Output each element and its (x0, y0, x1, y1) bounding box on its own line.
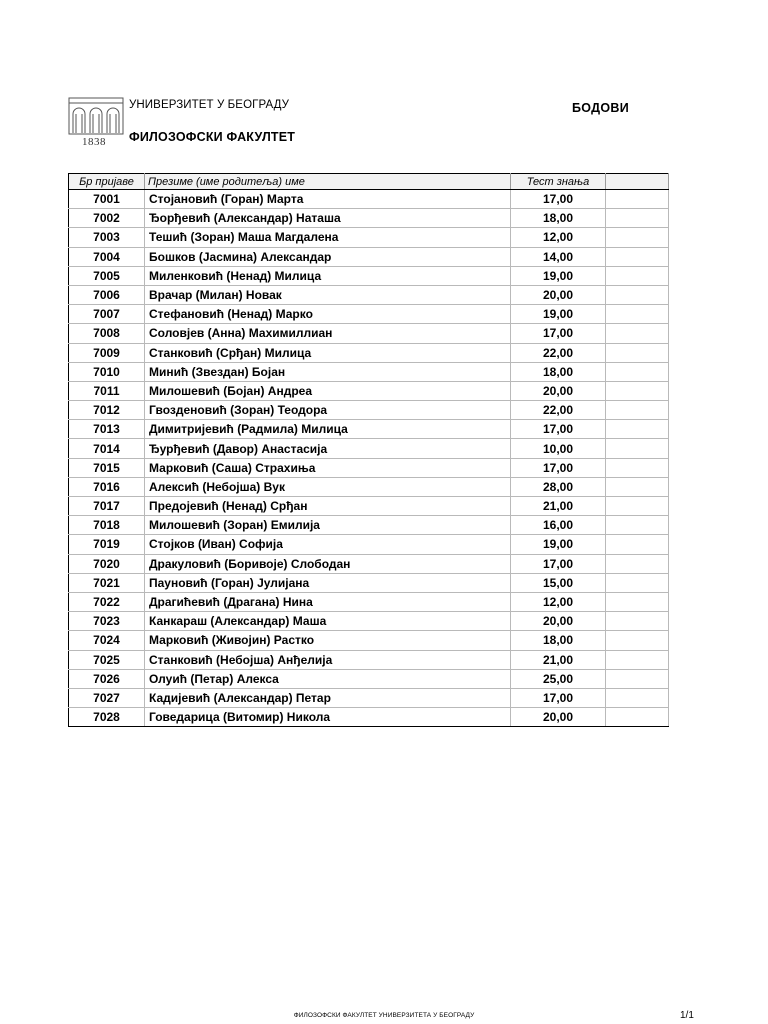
cell-test-score: 17,00 (511, 458, 606, 477)
cell-student-name: Кадијевић (Александар) Петар (145, 688, 511, 707)
cell-cutoff (606, 477, 669, 496)
cell-cutoff (606, 708, 669, 727)
cell-application-number: 7025 (69, 650, 145, 669)
cell-cutoff (606, 573, 669, 592)
cell-application-number: 7020 (69, 554, 145, 573)
table-row (69, 458, 669, 477)
table-row (69, 362, 669, 381)
column-header-name: Презиме (име родитеља) име (145, 174, 511, 190)
cell-test-score: 18,00 (511, 209, 606, 228)
cell-test-score: 19,00 (511, 266, 606, 285)
cell-student-name: Ђорђевић (Александар) Наташа (145, 209, 511, 228)
cell-test-score: 28,00 (511, 477, 606, 496)
cell-cutoff (606, 669, 669, 688)
cell-cutoff (606, 458, 669, 477)
table-row (69, 688, 669, 707)
cell-student-name: Алексић (Небојша) Вук (145, 477, 511, 496)
cell-student-name: Врачар (Милан) Новак (145, 285, 511, 304)
table-row (69, 612, 669, 631)
cell-application-number: 7015 (69, 458, 145, 477)
cell-cutoff (606, 631, 669, 650)
table-body (69, 190, 669, 727)
cell-application-number: 7009 (69, 343, 145, 362)
table-row (69, 266, 669, 285)
cell-application-number: 7022 (69, 592, 145, 611)
table-row (69, 497, 669, 516)
table-row (69, 477, 669, 496)
column-header-score: Тест знања (511, 174, 606, 190)
table-row (69, 420, 669, 439)
university-name: УНИВЕРЗИТЕТ У БЕОГРАДУ (129, 99, 290, 111)
table-row (69, 669, 669, 688)
cell-test-score: 17,00 (511, 688, 606, 707)
cell-cutoff (606, 420, 669, 439)
cell-application-number: 7026 (69, 669, 145, 688)
cell-application-number: 7013 (69, 420, 145, 439)
cell-student-name: Ђурђевић (Давор) Анастасија (145, 439, 511, 458)
cell-student-name: Димитријевић (Радмила) Милица (145, 420, 511, 439)
cell-cutoff (606, 497, 669, 516)
cell-application-number: 7003 (69, 228, 145, 247)
cell-test-score: 20,00 (511, 612, 606, 631)
cell-cutoff (606, 247, 669, 266)
cell-cutoff (606, 688, 669, 707)
cell-application-number: 7008 (69, 324, 145, 343)
cell-cutoff (606, 305, 669, 324)
table-row (69, 439, 669, 458)
cell-cutoff (606, 228, 669, 247)
table-row (69, 285, 669, 304)
cell-student-name: Драгићевић (Драгана) Нина (145, 592, 511, 611)
cell-test-score: 15,00 (511, 573, 606, 592)
logo-year: 1838 (82, 136, 106, 148)
cell-application-number: 7011 (69, 381, 145, 400)
cell-student-name: Милошевић (Зоран) Емилија (145, 516, 511, 535)
cell-application-number: 7004 (69, 247, 145, 266)
cell-application-number: 7019 (69, 535, 145, 554)
cell-student-name: Стефановић (Ненад) Марко (145, 305, 511, 324)
column-header-number: Бр пријаве (69, 174, 145, 190)
cell-application-number: 7018 (69, 516, 145, 535)
cell-student-name: Гвозденовић (Зоран) Теодора (145, 401, 511, 420)
cell-test-score: 19,00 (511, 305, 606, 324)
cell-cutoff (606, 592, 669, 611)
table-row (69, 209, 669, 228)
table-row (69, 650, 669, 669)
cell-student-name: Соловјев (Анна) Махимиллиан (145, 324, 511, 343)
cell-test-score: 22,00 (511, 401, 606, 420)
cell-student-name: Дракуловић (Боривоје) Слободан (145, 554, 511, 573)
table-row (69, 573, 669, 592)
cell-test-score: 12,00 (511, 228, 606, 247)
results-table-container (68, 173, 605, 728)
column-header-cutoff (606, 174, 669, 190)
cell-student-name: Тешић (Зоран) Маша Магдалена (145, 228, 511, 247)
cell-application-number: 7002 (69, 209, 145, 228)
cell-cutoff (606, 209, 669, 228)
document-title: БОДОВИ (572, 101, 629, 115)
cell-test-score: 18,00 (511, 362, 606, 381)
cell-student-name: Бошков (Јасмина) Александар (145, 247, 511, 266)
cell-cutoff (606, 554, 669, 573)
table-row (69, 708, 669, 727)
table-row (69, 631, 669, 650)
table-row (69, 381, 669, 400)
cell-test-score: 22,00 (511, 343, 606, 362)
page-footer: ФИЛОЗОФСКИ ФАКУЛТЕТ УНИВЕРЗИТЕТА У БЕОГРАДУ (293, 1012, 475, 1019)
cell-cutoff (606, 343, 669, 362)
cell-application-number: 7024 (69, 631, 145, 650)
cell-application-number: 7010 (69, 362, 145, 381)
cell-application-number: 7021 (69, 573, 145, 592)
cell-application-number: 7007 (69, 305, 145, 324)
cell-application-number: 7016 (69, 477, 145, 496)
cell-cutoff (606, 650, 669, 669)
cell-test-score: 12,00 (511, 592, 606, 611)
cell-cutoff (606, 362, 669, 381)
cell-student-name: Милошевић (Бојан) Андреа (145, 381, 511, 400)
cell-student-name: Станковић (Небојша) Анђелија (145, 650, 511, 669)
table-header-row (69, 174, 669, 190)
cell-test-score: 17,00 (511, 324, 606, 343)
table-row (69, 554, 669, 573)
cell-test-score: 18,00 (511, 631, 606, 650)
cell-cutoff (606, 516, 669, 535)
table-row (69, 343, 669, 362)
table-row (69, 228, 669, 247)
page-number: 1/1 (680, 1010, 694, 1021)
cell-student-name: Канкараш (Александар) Маша (145, 612, 511, 631)
cell-student-name: Минић (Звездан) Бојан (145, 362, 511, 381)
cell-test-score: 19,00 (511, 535, 606, 554)
cell-application-number: 7017 (69, 497, 145, 516)
cell-test-score: 25,00 (511, 669, 606, 688)
cell-student-name: Миленковић (Ненад) Милица (145, 266, 511, 285)
results-table (68, 173, 669, 727)
cell-test-score: 16,00 (511, 516, 606, 535)
cell-student-name: Марковић (Саша) Страхиња (145, 458, 511, 477)
table-row (69, 324, 669, 343)
document-title-clip (572, 99, 629, 117)
cell-test-score: 17,00 (511, 420, 606, 439)
cell-test-score: 20,00 (511, 285, 606, 304)
cell-student-name: Олуић (Петар) Алекса (145, 669, 511, 688)
table-row (69, 592, 669, 611)
table-row (69, 305, 669, 324)
table-row (69, 535, 669, 554)
cell-test-score: 21,00 (511, 650, 606, 669)
cell-application-number: 7001 (69, 190, 145, 209)
cell-application-number: 7028 (69, 708, 145, 727)
cell-student-name: Говедарица (Витомир) Никола (145, 708, 511, 727)
cell-cutoff (606, 324, 669, 343)
cell-test-score: 20,00 (511, 381, 606, 400)
table-row (69, 247, 669, 266)
cell-cutoff (606, 381, 669, 400)
cell-test-score: 17,00 (511, 554, 606, 573)
cell-cutoff (606, 612, 669, 631)
cell-student-name: Станковић (Срђан) Милица (145, 343, 511, 362)
cell-application-number: 7014 (69, 439, 145, 458)
cell-test-score: 10,00 (511, 439, 606, 458)
cell-student-name: Предојевић (Ненад) Срђан (145, 497, 511, 516)
cell-application-number: 7006 (69, 285, 145, 304)
table-row (69, 401, 669, 420)
cell-test-score: 21,00 (511, 497, 606, 516)
cell-cutoff (606, 190, 669, 209)
cell-student-name: Стојановић (Горан) Марта (145, 190, 511, 209)
cell-student-name: Стојков (Иван) Софија (145, 535, 511, 554)
cell-student-name: Марковић (Живојин) Растко (145, 631, 511, 650)
faculty-name: ФИЛОЗОФСКИ ФАКУЛТЕТ (129, 130, 296, 144)
cell-cutoff (606, 285, 669, 304)
cell-application-number: 7027 (69, 688, 145, 707)
cell-cutoff (606, 535, 669, 554)
cell-application-number: 7012 (69, 401, 145, 420)
table-row (69, 516, 669, 535)
cell-test-score: 14,00 (511, 247, 606, 266)
table-row (69, 190, 669, 209)
cell-application-number: 7005 (69, 266, 145, 285)
cell-cutoff (606, 266, 669, 285)
cell-application-number: 7023 (69, 612, 145, 631)
cell-cutoff (606, 401, 669, 420)
cell-student-name: Пауновић (Горан) Јулијана (145, 573, 511, 592)
cell-test-score: 20,00 (511, 708, 606, 727)
cell-test-score: 17,00 (511, 190, 606, 209)
cell-cutoff (606, 439, 669, 458)
